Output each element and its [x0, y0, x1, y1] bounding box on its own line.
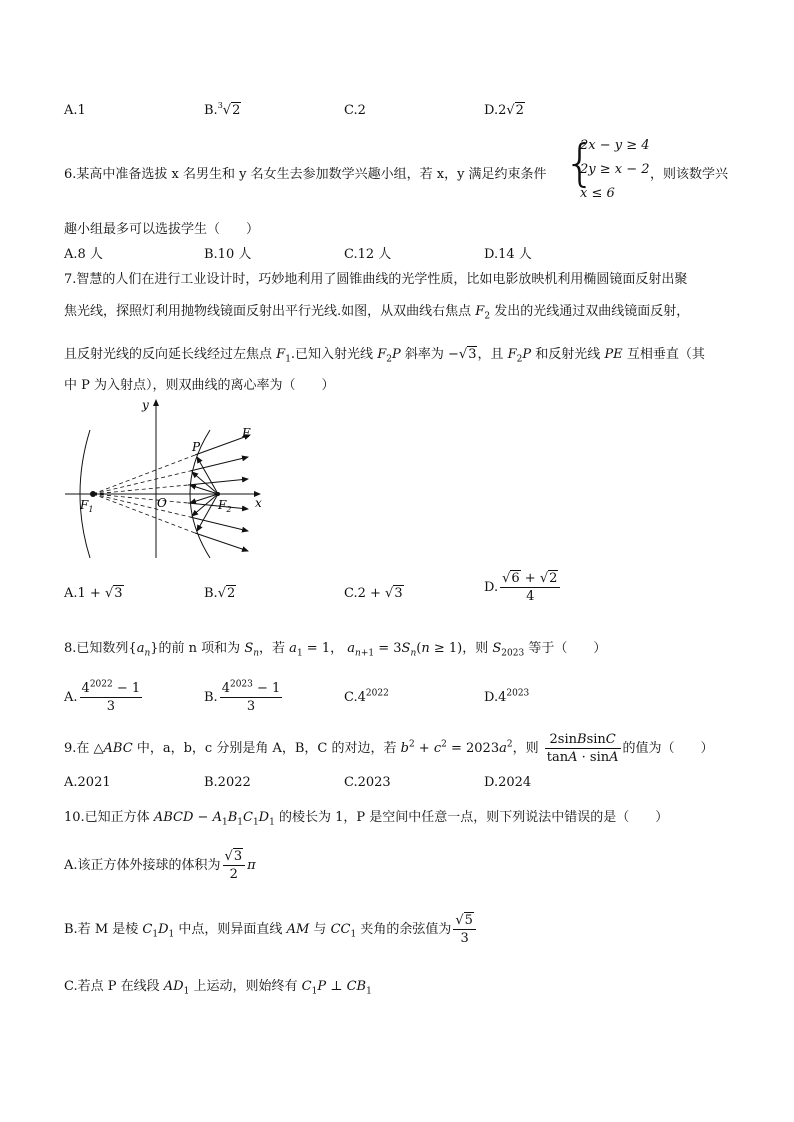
q7-option-a: A.1 + √3 — [64, 586, 123, 601]
q6-constraint-2: 2y ≥ x − 2 — [580, 162, 650, 177]
q5-option-b: B.$^3$√2 — [204, 101, 241, 118]
q8-option-d: $D.4^{2023}$ — [484, 688, 530, 705]
q7-option-c: C.2 + √3 — [344, 586, 403, 601]
q8-option-b: B. $\frac{4^{2023} - 1}{3}$ — [204, 679, 281, 714]
label-e: E — [242, 426, 251, 440]
q8-option-c: $C.4^{2022}$ — [344, 688, 389, 705]
focus-f1 — [90, 491, 96, 497]
label-f2: $F_2$ — [218, 498, 232, 514]
label-p: P — [192, 440, 201, 454]
q6-constraint-3: x ≤ 6 — [580, 186, 615, 201]
q5-option-c: C.2 — [344, 103, 366, 118]
q9-option-a: A.2021 — [64, 775, 111, 790]
q10-option-b: B.若 M 是棱 $C_1D_1$ 中点，则异面直线 AM 与 $CC_1$ 夹角的余弦值为 $\frac{√5}{3}$ — [64, 912, 478, 947]
q9-option-c: C.2023 — [344, 775, 391, 790]
q9-option-b: B.2022 — [204, 775, 251, 790]
q6-option-c: C.12 人 — [344, 247, 392, 262]
q7-stem-line1: 7.智慧的人们在进行工业设计时，巧妙地利用了圆锥曲线的光学性质，比如电影放映机利用椭圆镜面反射出聚 — [64, 272, 688, 287]
q9-option-d: D.2024 — [484, 775, 532, 790]
q9-stem: 9.在 △ABC 中，a，b，c 分别是角 A，B，C 的对边，若 $b^2 + c^2 = 2023a^2$，则 $\frac{\text{2sinBsinC}}{\tan A \cdot \sin A}$ 的值为（ ） — [64, 732, 714, 765]
q6-stem: 6.某高中准备选拔 x 名男生和 y 名女生去参加数学兴趣小组，若 x，y 满足约束条件 — [64, 167, 547, 182]
q5-option-a: A.1 — [64, 103, 86, 118]
q7-option-d: D. $\frac{√6 + √2}{4}$ — [484, 570, 562, 605]
q7-hyperbola-figure — [60, 395, 275, 560]
q7-stem-line3: 且反射光线的反向延长线经过左焦点 $F_1$.已知入射光线 $F_2P$ 斜率为 −√3，且 $F_2P$ 和反射光线 PE 互相垂直（其 — [64, 347, 705, 365]
q10-stem: 10.已知正方体 ABCD − $A_1B_1C_1D_1$ 的棱长为 1，P 是空间中任意一点，则下列说法中错误的是（ ） — [64, 810, 669, 828]
q5-option-d: D.2√2 — [484, 103, 524, 118]
q6-option-a: A.8 人 — [64, 247, 103, 262]
q6-constraint-1: 2x − y ≥ 4 — [580, 138, 650, 153]
label-x: x — [255, 496, 262, 510]
label-f1: $F_1$ — [80, 498, 94, 514]
q6-constraint-brace: { — [564, 134, 596, 192]
focus-f2 — [216, 492, 220, 496]
q7-option-b: B.√2 — [204, 586, 236, 601]
label-o: O — [157, 496, 167, 510]
q6-stem-tail: ，则该数学兴 — [650, 167, 729, 182]
q7-stem-line4: 中 P 为入射点），则双曲线的离心率为（ ） — [64, 378, 335, 393]
q6-stem-line2: 趣小组最多可以选拔学生（ ） — [64, 222, 260, 237]
q7-stem-line2: 焦光线，探照灯利用抛物线镜面反射出平行光线.如图，从双曲线右焦点 $F_2$ 发出的光线通过双曲线镜面反射， — [64, 304, 690, 322]
q10-option-c: C.若点 P 在线段 $AD_1$ 上运动，则始终有 $C_1P$ ⊥ $CB_1$ — [64, 979, 372, 997]
q6-option-d: D.14 人 — [484, 247, 532, 262]
q8-stem: 8.已知数列$\{a_n\}$的前 n 项和为 $S_n$，若 $a_1 = 1$， $a_{n+1} = 3S_n(n \ge 1)$，则 $S_{2023}$ 等于（ ） — [64, 641, 607, 659]
q6-option-b: B.10 人 — [204, 247, 252, 262]
q10-option-a: A.该正方体外接球的体积为 $\frac{√3}{2}$ π — [64, 849, 256, 882]
q8-option-a: A. $\frac{4^{2022} - 1}{3}$ — [64, 679, 141, 714]
label-y: y — [142, 398, 149, 412]
